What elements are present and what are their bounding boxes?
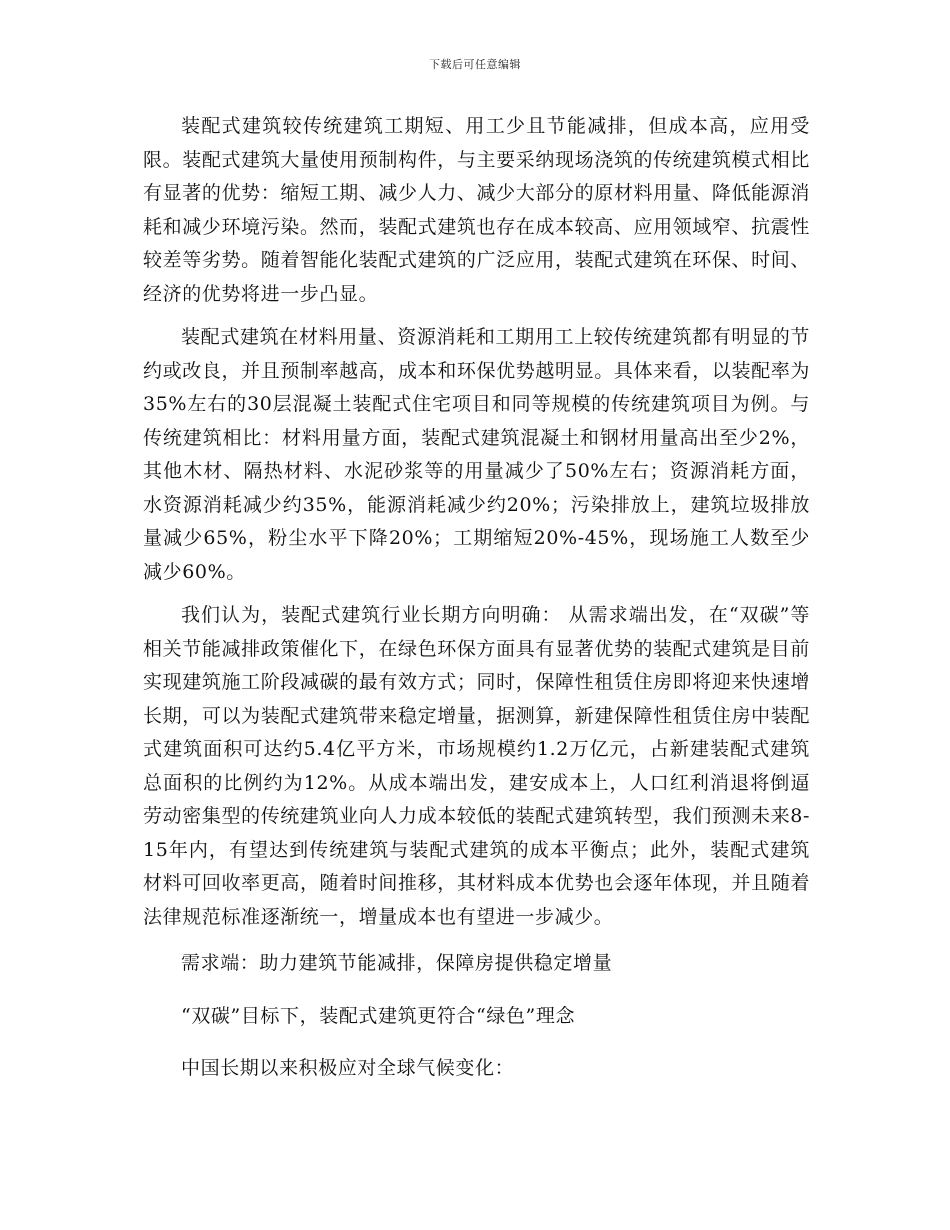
paragraph-climate-intro: 中国长期以来积极应对全球气候变化： xyxy=(181,1057,515,1079)
paragraph-comparison: 装配式建筑在材料用量、资源消耗和工期用工上较传统建筑都有明显的节约或改良，并且预制率越高，成本和环保优势越明显。具体来看，以装配率为35%左右的30层混凝土装配式住宅项目和同等规模的传统建筑项目为例。与传统建筑相比：材料用量方面，装配式建筑混凝土和钢材用量高出至少2%，其他木材、隔热材料、水泥砂浆等的用量减少了50%左右；资源消耗方面，水资源消耗减少约35%，能源消耗减少约20%；污染排放上，建筑垃圾排放量减少65%，粉尘水平下降20%；工期缩短20%-45%，现场施工人数至少减少60%。 xyxy=(143,326,810,583)
page-header: 下载后可任意编辑 xyxy=(429,58,521,71)
section-heading-demand: 需求端：助力建筑节能减排，保障房提供稳定增量 xyxy=(181,952,613,974)
paragraph-outlook: 我们认为，装配式建筑行业长期方向明确： 从需求端出发，在“双碳”等相关节能减排政策催化下，在绿色环保方面具有显著优势的装配式建筑是目前实现建筑施工阶段减碳的最有效方式；同时，保障性租赁住房即将迎来快速增长期，可以为装配式建筑带来稳定增量，据测算，新建保障性租赁住房中装配式建筑面积可达约5.4亿平方米，市场规模约1.2万亿元，占新建装配式建筑总面积的比例约为12%。从成本端出发，建安成本上，人口红利消退将倒逼劳动密集型的传统建筑业向人力成本较低的装配式建筑转型，我们预测未来8-15年内，有望达到传统建筑与装配式建筑的成本平衡点；此外，装配式建筑材料可回收率更高，随着时间推移，其材料成本优势也会逐年体现，并且随着法律规范标准逐渐统一，增量成本也有望进一步减少。 xyxy=(143,604,810,928)
document-body xyxy=(143,110,810,1090)
paragraph-advantages: 装配式建筑较传统建筑工期短、用工少且节能减排，但成本高，应用受限。装配式建筑大量使用预制构件，与主要采纳现场浇筑的传统建筑模式相比有显著的优势：缩短工期、减少人力、减少大部分的原材料用量、降低能源消耗和减少环境污染。然而，装配式建筑也存在成本较高、应用领域窄、抗震性较差等劣势。随着智能化装配式建筑的广泛应用，装配式建筑在环保、时间、经济的优势将进一步凸显。 xyxy=(143,115,810,305)
subsection-heading-dual-carbon: “双碳”目标下，装配式建筑更符合“绿色”理念 xyxy=(181,1004,576,1027)
